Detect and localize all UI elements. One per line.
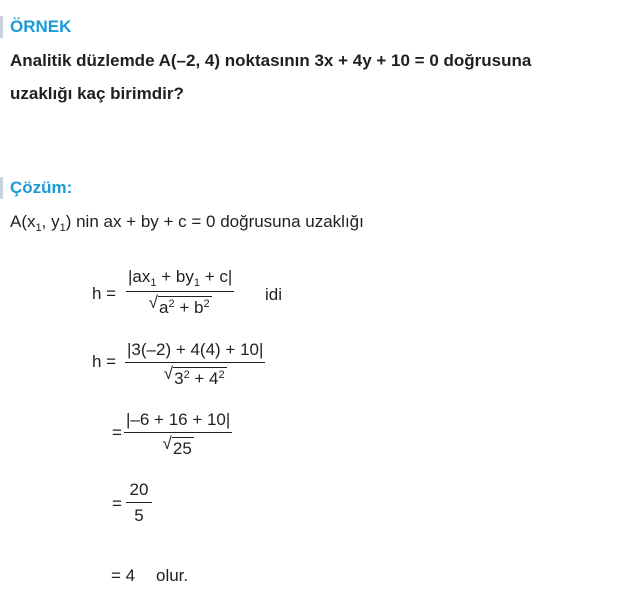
step2-fraction [124,410,232,459]
result-value: = 4 [111,566,136,585]
step1-fraction [125,340,265,389]
step1-denominator [164,363,227,389]
question-line-2: uzaklığı kaç birimdir? [10,84,184,103]
result-suffix: olur. [156,566,189,585]
step1-lhs: h = [92,352,117,371]
formula-lhs: h = [92,284,117,303]
step2-denominator [163,433,194,459]
solution-intro: $A(x_1$, $y_1$) nin ax + by + c = 0 doğrusuna uzaklığı [10,212,364,234]
step3-denominator: 5 [134,506,144,525]
question-line-1: Analitik düzlemde A(–2, 4) noktasının 3x + 4y + 10 = 0 doğrusuna [10,51,532,70]
formula-note: idi [265,285,283,304]
sqrt-icon: √ $a^2 + b^2$ [148,293,210,317]
solution-heading: Çözüm: [10,178,73,197]
formula-fraction [126,267,234,318]
formula-numerator: $|ax_1 + by_1 + c|$ [128,267,233,289]
step2-numerator: |–6 + 16 + 10| [126,410,231,429]
step3-fraction [126,480,152,526]
sqrt-icon: √ 25 [162,434,192,458]
step3-eq: = [112,494,122,513]
solution-accent-bar [0,177,3,199]
sqrt-icon: √ $3^2 + 4^2$ [163,364,225,388]
example-accent-bar [0,16,3,38]
example-heading: ÖRNEK [10,17,72,36]
step1-numerator: |3(–2) + 4(4) + 10| [127,340,264,359]
formula-denominator [149,292,212,318]
step2-eq: = [112,423,122,442]
step3-numerator: 20 [129,480,149,499]
